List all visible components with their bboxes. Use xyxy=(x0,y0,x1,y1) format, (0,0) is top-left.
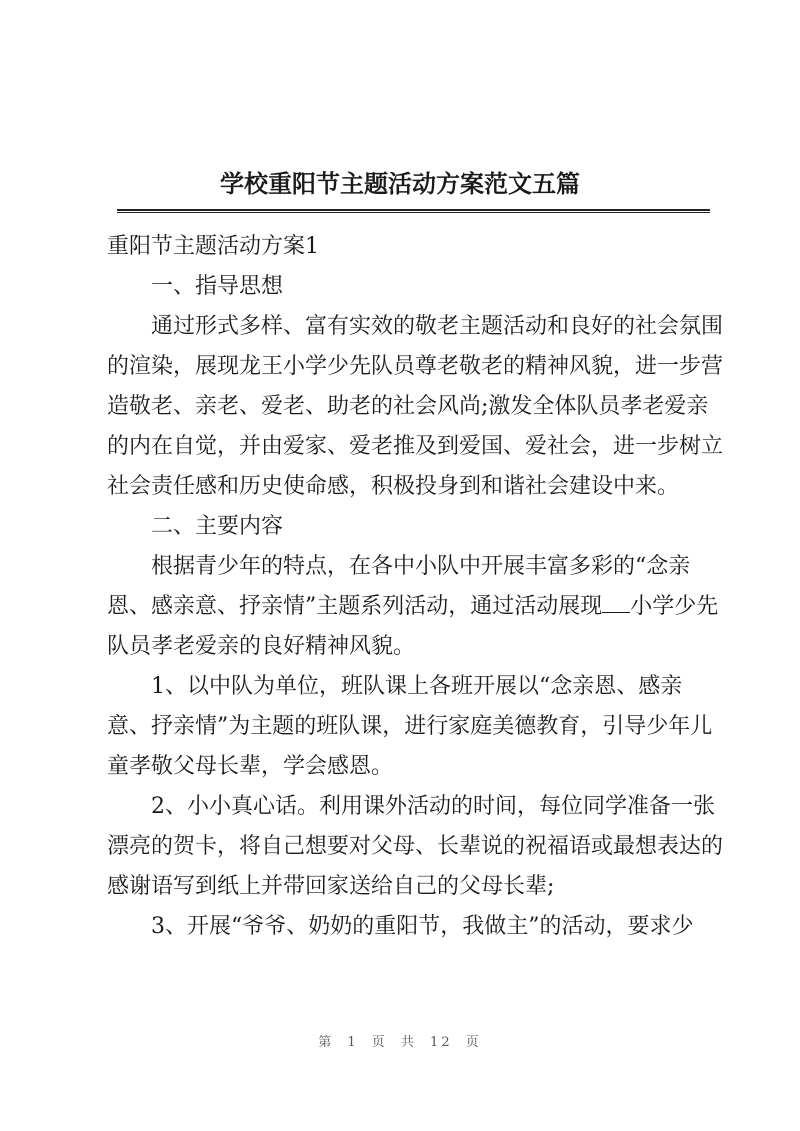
document-title: 学校重阳节主题活动方案范文五篇 xyxy=(220,169,580,198)
paragraph-line: 童孝敬父母长辈，学会感恩。 xyxy=(107,754,394,779)
paragraph-line: 造敬老、亲老、爱老、助老的社会风尚;激发全体队员孝老爱亲 xyxy=(107,394,709,419)
paragraph-line: 队员孝老爱亲的良好精神风貌。 xyxy=(107,634,416,659)
paragraph-line: 意、抒亲情”为主题的班队课，进行家庭美德教育，引导少年儿 xyxy=(107,714,713,739)
paragraph-line: 感谢语写到纸上并带回家送给自己的父母长辈; xyxy=(107,874,555,899)
paragraph-line: 通过形式多样、富有实效的敬老主题活动和良好的社会氛围 xyxy=(151,314,724,339)
paragraph-line-end: 小学少先 xyxy=(630,594,719,619)
page-footer: 第 1 页 共 12 页 xyxy=(318,1035,482,1050)
paragraph-line: 根据青少年的特点，在各中小队中开展丰富多彩的“念亲 xyxy=(151,554,691,579)
title-divider xyxy=(117,209,710,213)
paragraph-line xyxy=(107,587,719,627)
section-heading: 重阳节主题活动方案1 xyxy=(107,234,319,259)
paragraph-line-start: 恩、感亲意、抒亲情”主题系列活动，通过活动展现 xyxy=(107,594,603,619)
subheading-guiding-ideology: 一、指导思想 xyxy=(151,274,284,299)
paragraph-line: 漂亮的贺卡，将自己想要对父母、长辈说的祝福语或最想表达的 xyxy=(107,834,724,859)
paragraph-line: 3、开展“爷爷、奶奶的重阳节，我做主”的活动，要求少 xyxy=(151,914,694,939)
paragraph-line: 的内在自觉，并由爱家、爱老推及到爱国、爱社会，进一步树立 xyxy=(107,434,724,459)
paragraph-line: 2、小小真心话。利用课外活动的时间，每位同学准备一张 xyxy=(151,794,715,819)
paragraph-line: 1、以中队为单位，班队课上各班开展以“念亲恩、感亲 xyxy=(151,674,683,699)
paragraph-line: 社会责任感和历史使命感，积极投身到和谐社会建设中来。 xyxy=(107,474,680,499)
document-body xyxy=(107,227,724,947)
blank-fill-line xyxy=(602,590,630,613)
paragraph-line: 的渲染，展现龙王小学少先队员尊老敬老的精神风貌，进一步营 xyxy=(107,354,724,379)
subheading-main-content: 二、主要内容 xyxy=(151,514,284,539)
